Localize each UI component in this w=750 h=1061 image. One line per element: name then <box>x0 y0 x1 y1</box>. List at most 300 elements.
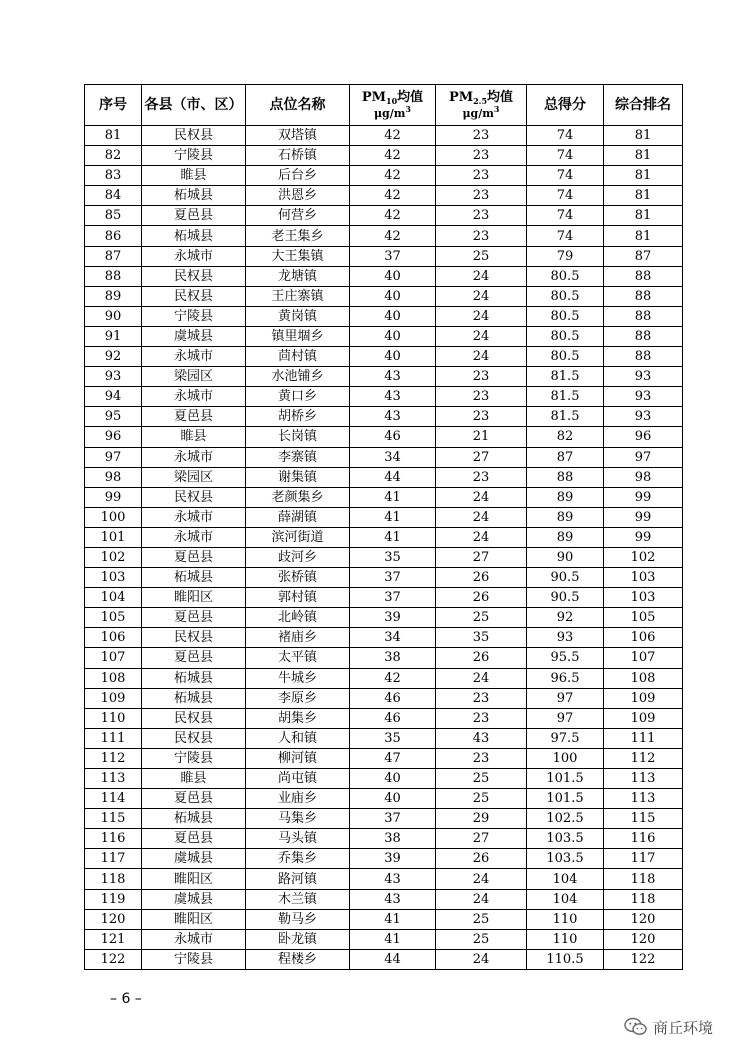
score-cell: 89 <box>527 527 604 547</box>
rank-cell: 81 <box>604 146 683 166</box>
rank-cell: 107 <box>604 648 683 668</box>
seq-cell: 120 <box>85 909 142 929</box>
county-cell: 民权县 <box>142 286 246 306</box>
county-cell: 梁园区 <box>142 467 246 487</box>
watermark-text: 商丘环境 <box>653 1018 714 1037</box>
table-row <box>85 246 683 266</box>
pm10-cell: 42 <box>350 166 436 186</box>
table-body <box>85 126 683 970</box>
rank-cell: 99 <box>604 507 683 527</box>
site-cell: 程楼乡 <box>246 949 350 969</box>
pm25-cell: 24 <box>436 347 527 367</box>
pm25-cell: 23 <box>436 407 527 427</box>
pm25-cell: 35 <box>436 628 527 648</box>
pm25-cell: 23 <box>436 146 527 166</box>
county-cell: 柘城县 <box>142 809 246 829</box>
pm25-cell: 24 <box>436 668 527 688</box>
table-row <box>85 226 683 246</box>
seq-cell: 108 <box>85 668 142 688</box>
score-cell: 87 <box>527 447 604 467</box>
pm25-cell: 25 <box>436 246 527 266</box>
site-cell: 龙塘镇 <box>246 266 350 286</box>
site-cell: 胡集乡 <box>246 708 350 728</box>
pm25-cell: 23 <box>436 186 527 206</box>
pm25-cell: 23 <box>436 226 527 246</box>
rank-cell: 103 <box>604 588 683 608</box>
rank-cell: 81 <box>604 166 683 186</box>
pm10-cell: 42 <box>350 186 436 206</box>
seq-cell: 113 <box>85 769 142 789</box>
county-cell: 柘城县 <box>142 668 246 688</box>
pm25-cell: 25 <box>436 929 527 949</box>
rank-cell: 113 <box>604 769 683 789</box>
header-county: 各县（市、区） <box>142 85 246 126</box>
rank-cell: 118 <box>604 869 683 889</box>
pm25-cell: 29 <box>436 809 527 829</box>
seq-cell: 119 <box>85 889 142 909</box>
county-cell: 民权县 <box>142 126 246 146</box>
pm25-cell: 25 <box>436 608 527 628</box>
pm10-cell: 39 <box>350 608 436 628</box>
table-row <box>85 146 683 166</box>
score-cell: 82 <box>527 427 604 447</box>
pm10-cell: 43 <box>350 367 436 387</box>
seq-cell: 100 <box>85 507 142 527</box>
score-cell: 89 <box>527 487 604 507</box>
table-row <box>85 769 683 789</box>
table-row <box>85 588 683 608</box>
rank-cell: 99 <box>604 487 683 507</box>
pm10-cell: 37 <box>350 809 436 829</box>
pm25-label: PM <box>448 90 474 105</box>
pm10-cell: 43 <box>350 889 436 909</box>
pm10-subscript: 10 <box>386 96 398 106</box>
county-cell: 柘城县 <box>142 688 246 708</box>
table-row <box>85 869 683 889</box>
pm25-unit-exponent: 3 <box>493 104 500 114</box>
county-cell: 宁陵县 <box>142 306 246 326</box>
header-rank: 综合排名 <box>604 85 683 126</box>
score-cell: 74 <box>527 226 604 246</box>
rank-cell: 105 <box>604 608 683 628</box>
pm10-cell: 41 <box>350 487 436 507</box>
pm10-cell: 34 <box>350 628 436 648</box>
site-cell: 茴村镇 <box>246 347 350 367</box>
table-row <box>85 166 683 186</box>
table-row <box>85 809 683 829</box>
pm10-cell: 34 <box>350 447 436 467</box>
pm10-cell: 38 <box>350 648 436 668</box>
site-cell: 双塔镇 <box>246 126 350 146</box>
rank-cell: 81 <box>604 186 683 206</box>
county-cell: 睢阳区 <box>142 909 246 929</box>
score-cell: 96.5 <box>527 668 604 688</box>
score-cell: 88 <box>527 467 604 487</box>
county-cell: 柘城县 <box>142 226 246 246</box>
site-cell: 马集乡 <box>246 809 350 829</box>
header-score: 总得分 <box>527 85 604 126</box>
pm25-cell: 24 <box>436 527 527 547</box>
score-cell: 110 <box>527 909 604 929</box>
table-row <box>85 387 683 407</box>
rank-cell: 81 <box>604 126 683 146</box>
seq-cell: 117 <box>85 849 142 869</box>
table-row <box>85 447 683 467</box>
pm10-cell: 35 <box>350 728 436 748</box>
seq-cell: 88 <box>85 266 142 286</box>
county-cell: 柘城县 <box>142 186 246 206</box>
pm25-cell: 24 <box>436 306 527 326</box>
seq-cell: 106 <box>85 628 142 648</box>
rank-cell: 108 <box>604 668 683 688</box>
pm10-cell: 47 <box>350 748 436 768</box>
pm25-cell: 23 <box>436 126 527 146</box>
seq-cell: 102 <box>85 547 142 567</box>
site-cell: 黄口乡 <box>246 387 350 407</box>
rank-cell: 109 <box>604 688 683 708</box>
pm25-cell: 23 <box>436 206 527 226</box>
seq-cell: 110 <box>85 708 142 728</box>
site-cell: 业庙乡 <box>246 789 350 809</box>
score-cell: 97 <box>527 708 604 728</box>
score-cell: 79 <box>527 246 604 266</box>
header-pm10 <box>350 85 436 126</box>
seq-cell: 82 <box>85 146 142 166</box>
rank-cell: 93 <box>604 367 683 387</box>
county-cell: 永城市 <box>142 447 246 467</box>
pm25-cell: 23 <box>436 367 527 387</box>
site-cell: 勒马乡 <box>246 909 350 929</box>
site-cell: 大王集镇 <box>246 246 350 266</box>
rank-cell: 113 <box>604 789 683 809</box>
county-cell: 永城市 <box>142 387 246 407</box>
county-cell: 民权县 <box>142 266 246 286</box>
score-cell: 97 <box>527 688 604 708</box>
site-cell: 老颜集乡 <box>246 487 350 507</box>
site-cell: 李寨镇 <box>246 447 350 467</box>
rank-cell: 112 <box>604 748 683 768</box>
pm10-cell: 40 <box>350 347 436 367</box>
county-cell: 睢阳区 <box>142 588 246 608</box>
seq-cell: 118 <box>85 869 142 889</box>
pm10-cell: 40 <box>350 326 436 346</box>
score-cell: 80.5 <box>527 326 604 346</box>
seq-cell: 114 <box>85 789 142 809</box>
table-row <box>85 648 683 668</box>
pm10-cell: 40 <box>350 286 436 306</box>
table-row <box>85 929 683 949</box>
score-cell: 103.5 <box>527 849 604 869</box>
table-header-row <box>85 85 683 126</box>
pm25-cell: 27 <box>436 829 527 849</box>
county-cell: 宁陵县 <box>142 146 246 166</box>
rank-cell: 116 <box>604 829 683 849</box>
score-cell: 80.5 <box>527 286 604 306</box>
score-cell: 89 <box>527 507 604 527</box>
table-row <box>85 889 683 909</box>
score-cell: 90.5 <box>527 588 604 608</box>
rank-cell: 120 <box>604 929 683 949</box>
pm25-cell: 26 <box>436 849 527 869</box>
score-cell: 101.5 <box>527 789 604 809</box>
pm10-cell: 40 <box>350 769 436 789</box>
site-cell: 李原乡 <box>246 688 350 708</box>
header-pm25 <box>436 85 527 126</box>
pm25-cell: 25 <box>436 909 527 929</box>
score-cell: 81.5 <box>527 407 604 427</box>
pm25-cell: 24 <box>436 869 527 889</box>
pm10-cell: 41 <box>350 507 436 527</box>
pm10-cell: 43 <box>350 869 436 889</box>
pm25-cell: 23 <box>436 387 527 407</box>
rank-cell: 111 <box>604 728 683 748</box>
table-row <box>85 507 683 527</box>
score-cell: 110 <box>527 929 604 949</box>
site-cell: 马头镇 <box>246 829 350 849</box>
pm10-unit-exponent: 3 <box>405 104 411 114</box>
table-row <box>85 748 683 768</box>
score-cell: 101.5 <box>527 769 604 789</box>
table-row <box>85 407 683 427</box>
rank-cell: 93 <box>604 407 683 427</box>
seq-cell: 90 <box>85 306 142 326</box>
county-cell: 夏邑县 <box>142 206 246 226</box>
site-cell: 人和镇 <box>246 728 350 748</box>
county-cell: 民权县 <box>142 728 246 748</box>
county-cell: 虞城县 <box>142 849 246 869</box>
pm25-cell: 27 <box>436 547 527 567</box>
site-cell: 老王集乡 <box>246 226 350 246</box>
rank-cell: 115 <box>604 809 683 829</box>
watermark <box>624 1016 713 1038</box>
pm10-cell: 37 <box>350 246 436 266</box>
rank-cell: 88 <box>604 266 683 286</box>
score-cell: 90.5 <box>527 568 604 588</box>
rank-cell: 99 <box>604 527 683 547</box>
score-cell: 102.5 <box>527 809 604 829</box>
table-row <box>85 467 683 487</box>
pm25-cell: 24 <box>436 286 527 306</box>
header-site: 点位名称 <box>246 85 350 126</box>
table-row <box>85 527 683 547</box>
seq-cell: 98 <box>85 467 142 487</box>
score-cell: 74 <box>527 166 604 186</box>
pm25-suffix: 均值 <box>487 90 514 105</box>
pm10-cell: 39 <box>350 849 436 869</box>
seq-cell: 86 <box>85 226 142 246</box>
score-cell: 80.5 <box>527 347 604 367</box>
county-cell: 宁陵县 <box>142 748 246 768</box>
site-cell: 长岗镇 <box>246 427 350 447</box>
rank-cell: 88 <box>604 306 683 326</box>
seq-cell: 99 <box>85 487 142 507</box>
seq-cell: 95 <box>85 407 142 427</box>
pm25-cell: 26 <box>436 648 527 668</box>
score-cell: 103.5 <box>527 829 604 849</box>
score-cell: 93 <box>527 628 604 648</box>
site-cell: 石桥镇 <box>246 146 350 166</box>
county-cell: 民权县 <box>142 708 246 728</box>
score-cell: 104 <box>527 869 604 889</box>
score-cell: 74 <box>527 146 604 166</box>
county-cell: 梁园区 <box>142 367 246 387</box>
score-cell: 80.5 <box>527 266 604 286</box>
county-cell: 睢县 <box>142 166 246 186</box>
site-cell: 尚屯镇 <box>246 769 350 789</box>
score-cell: 95.5 <box>527 648 604 668</box>
county-cell: 永城市 <box>142 929 246 949</box>
seq-cell: 89 <box>85 286 142 306</box>
pm25-cell: 24 <box>436 507 527 527</box>
table-row <box>85 427 683 447</box>
air-quality-ranking-table <box>84 84 683 970</box>
seq-cell: 107 <box>85 648 142 668</box>
site-cell: 太平镇 <box>246 648 350 668</box>
seq-cell: 91 <box>85 326 142 346</box>
seq-cell: 85 <box>85 206 142 226</box>
site-cell: 牛城乡 <box>246 668 350 688</box>
table-row <box>85 608 683 628</box>
pm25-subscript: 2.5 <box>473 96 488 106</box>
site-cell: 薛湖镇 <box>246 507 350 527</box>
pm10-cell: 46 <box>350 688 436 708</box>
pm10-cell: 41 <box>350 929 436 949</box>
seq-cell: 116 <box>85 829 142 849</box>
site-cell: 歧河乡 <box>246 547 350 567</box>
pm10-cell: 42 <box>350 206 436 226</box>
county-cell: 夏邑县 <box>142 789 246 809</box>
table-row <box>85 708 683 728</box>
pm10-cell: 41 <box>350 527 436 547</box>
pm10-cell: 42 <box>350 146 436 166</box>
seq-cell: 105 <box>85 608 142 628</box>
seq-cell: 83 <box>85 166 142 186</box>
wechat-icon <box>624 1017 648 1037</box>
county-cell: 永城市 <box>142 527 246 547</box>
site-cell: 路河镇 <box>246 869 350 889</box>
county-cell: 夏邑县 <box>142 407 246 427</box>
table-row <box>85 367 683 387</box>
score-cell: 81.5 <box>527 367 604 387</box>
pm25-cell: 23 <box>436 708 527 728</box>
pm10-cell: 44 <box>350 467 436 487</box>
rank-cell: 118 <box>604 889 683 909</box>
page-number: – 6 – <box>110 991 142 1007</box>
pm10-label: PM <box>361 90 386 105</box>
rank-cell: 109 <box>604 708 683 728</box>
rank-cell: 81 <box>604 206 683 226</box>
pm25-cell: 23 <box>436 688 527 708</box>
seq-cell: 121 <box>85 929 142 949</box>
site-cell: 后台乡 <box>246 166 350 186</box>
seq-cell: 96 <box>85 427 142 447</box>
rank-cell: 98 <box>604 467 683 487</box>
site-cell: 木兰镇 <box>246 889 350 909</box>
table-row <box>85 668 683 688</box>
score-cell: 90 <box>527 547 604 567</box>
county-cell: 夏邑县 <box>142 829 246 849</box>
table-row <box>85 347 683 367</box>
pm25-cell: 24 <box>436 889 527 909</box>
table-row <box>85 286 683 306</box>
seq-cell: 101 <box>85 527 142 547</box>
pm10-cell: 42 <box>350 126 436 146</box>
seq-cell: 94 <box>85 387 142 407</box>
rank-cell: 117 <box>604 849 683 869</box>
site-cell: 柳河镇 <box>246 748 350 768</box>
score-cell: 100 <box>527 748 604 768</box>
site-cell: 郭村镇 <box>246 588 350 608</box>
table-row <box>85 789 683 809</box>
pm25-cell: 24 <box>436 266 527 286</box>
pm10-cell: 35 <box>350 547 436 567</box>
seq-cell: 112 <box>85 748 142 768</box>
site-cell: 乔集乡 <box>246 849 350 869</box>
seq-cell: 111 <box>85 728 142 748</box>
county-cell: 宁陵县 <box>142 949 246 969</box>
table-row <box>85 326 683 346</box>
table-row <box>85 728 683 748</box>
site-cell: 王庄寨镇 <box>246 286 350 306</box>
header-seq: 序号 <box>85 85 142 126</box>
county-cell: 永城市 <box>142 246 246 266</box>
pm10-cell: 41 <box>350 909 436 929</box>
rank-cell: 103 <box>604 568 683 588</box>
site-cell: 褚庙乡 <box>246 628 350 648</box>
table-row <box>85 628 683 648</box>
county-cell: 睢县 <box>142 769 246 789</box>
table-row <box>85 688 683 708</box>
county-cell: 虞城县 <box>142 889 246 909</box>
rank-cell: 87 <box>604 246 683 266</box>
score-cell: 104 <box>527 889 604 909</box>
rank-cell: 122 <box>604 949 683 969</box>
table-row <box>85 829 683 849</box>
seq-cell: 115 <box>85 809 142 829</box>
county-cell: 永城市 <box>142 507 246 527</box>
rank-cell: 120 <box>604 909 683 929</box>
site-cell: 张桥镇 <box>246 568 350 588</box>
pm25-cell: 21 <box>436 427 527 447</box>
pm10-cell: 37 <box>350 588 436 608</box>
county-cell: 永城市 <box>142 347 246 367</box>
site-cell: 洪恩乡 <box>246 186 350 206</box>
site-cell: 水池铺乡 <box>246 367 350 387</box>
pm10-cell: 42 <box>350 226 436 246</box>
table-row <box>85 206 683 226</box>
seq-cell: 87 <box>85 246 142 266</box>
pm25-cell: 24 <box>436 487 527 507</box>
table-row <box>85 266 683 286</box>
county-cell: 睢阳区 <box>142 869 246 889</box>
seq-cell: 109 <box>85 688 142 708</box>
pm25-unit: μg/m <box>462 107 494 120</box>
pm10-cell: 43 <box>350 387 436 407</box>
site-cell: 镇里堌乡 <box>246 326 350 346</box>
table-row <box>85 568 683 588</box>
table-row <box>85 849 683 869</box>
rank-cell: 106 <box>604 628 683 648</box>
table-row <box>85 909 683 929</box>
score-cell: 81.5 <box>527 387 604 407</box>
score-cell: 92 <box>527 608 604 628</box>
pm25-cell: 43 <box>436 728 527 748</box>
table-row <box>85 306 683 326</box>
seq-cell: 97 <box>85 447 142 467</box>
pm25-cell: 24 <box>436 949 527 969</box>
site-cell: 卧龙镇 <box>246 929 350 949</box>
site-cell: 滨河街道 <box>246 527 350 547</box>
